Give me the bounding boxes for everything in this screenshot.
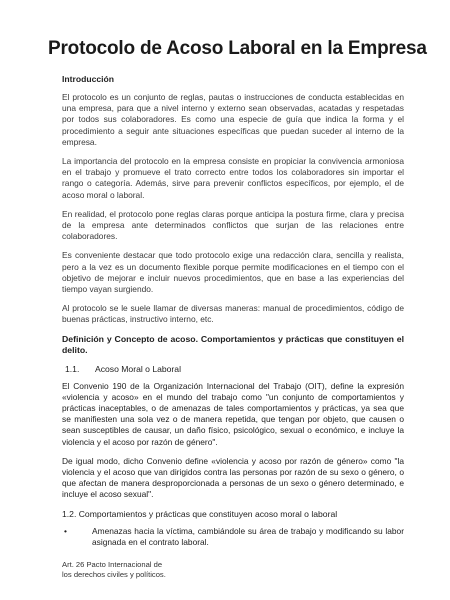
subsection-number: 1.1. xyxy=(65,363,80,374)
footnote-line-1: Art. 26 Pacto Internacional de xyxy=(62,560,163,570)
subsection-label: 1.2. Comportamientos y prácticas que constituyen acoso moral o laboral xyxy=(62,508,338,519)
section-heading: Definición y Concepto de acoso. Comportamientos y prácticas que constituyen el delito. xyxy=(62,333,404,356)
footnote-line-2: los derechos civiles y políticos. xyxy=(62,570,166,580)
intro-paragraph-1: El protocolo es un conjunto de reglas, pautas o instrucciones de conducta establecidas en una empresa, para que a nivel interno y externo sean observadas, acatadas y respetadas por todos sus colaboradores. Es como una especie de guía que indica la forma y el procedimiento a seguir ante situaciones específicas que puedan suceder al interno de la empresa. xyxy=(62,92,404,147)
intro-paragraph-4: Es conveniente destacar que todo protocolo exige una redacción clara, sencilla y realista, pero a la vez es un documento flexible porque permite modificaciones en el tiempo con el objetivo de mejorar e incluir nuevos procedimientos, que en base a las experiencias del tiempo vayan surgiendo. xyxy=(62,250,404,295)
subsection-1-2-heading xyxy=(62,509,404,519)
intro-paragraph-2: La importancia del protocolo en la empresa consiste en propiciar la convivencia armoniosa en el trabajo y promueve el trato correcto entre todos los colaboradores sin importar el rango o categoría. Además, sirve para prevenir conflictos específicos, por ejemplo, el de acoso moral o laboral. xyxy=(62,156,404,200)
genero-paragraph: De igual modo, dicho Convenio define «violencia y acoso por razón de género» como "la violencia y el acoso que van dirigidos contra las personas por razón de su sexo o género, o que afectan de manera desproporcionada a personas de un sexo o género determinado, e incluye el acoso sexual". xyxy=(62,455,404,500)
intro-paragraph-5: Al protocolo se le suele llamar de diversas maneras: manual de procedimientos, código de buenas prácticas, instructivo interno, etc. xyxy=(62,303,404,325)
list-item xyxy=(62,526,404,548)
intro-heading: Introducción xyxy=(62,74,115,84)
bullet-text: Amenazas hacia la víctima, cambiándole su área de trabajo y modificando su labor asignada en el contrato laboral. xyxy=(92,525,404,547)
footnote xyxy=(62,560,404,580)
convenio-paragraph: El Convenio 190 de la Organización Internacional del Trabajo (OIT), define la expresión «violencia y acoso» en el mundo del trabajo como "un conjunto de comportamientos y prácticas inaceptables, o de amenazas de tales comportamientos y prácticas, ya sea que se manifiesten una sola vez o de manera repetida, que tengan por objeto, que causen o sean susceptibles de causar, un daño físico, psicológico, sexual o económico, e incluye la violencia y el acoso por razón de género". xyxy=(62,380,404,447)
subsection-label: Acoso Moral o Laboral xyxy=(95,363,181,374)
subsection-1-1-heading xyxy=(62,364,404,374)
bullet-icon: • xyxy=(64,525,67,536)
intro-paragraph-3: En realidad, el protocolo pone reglas claras porque anticipa la postura firme, clara y precisa de la empresa ante determinados conflictos que surjan de las relaciones entre colaboradores. xyxy=(62,208,404,242)
document-title: Protocolo de Acoso Laboral en la Empresa xyxy=(48,38,427,59)
